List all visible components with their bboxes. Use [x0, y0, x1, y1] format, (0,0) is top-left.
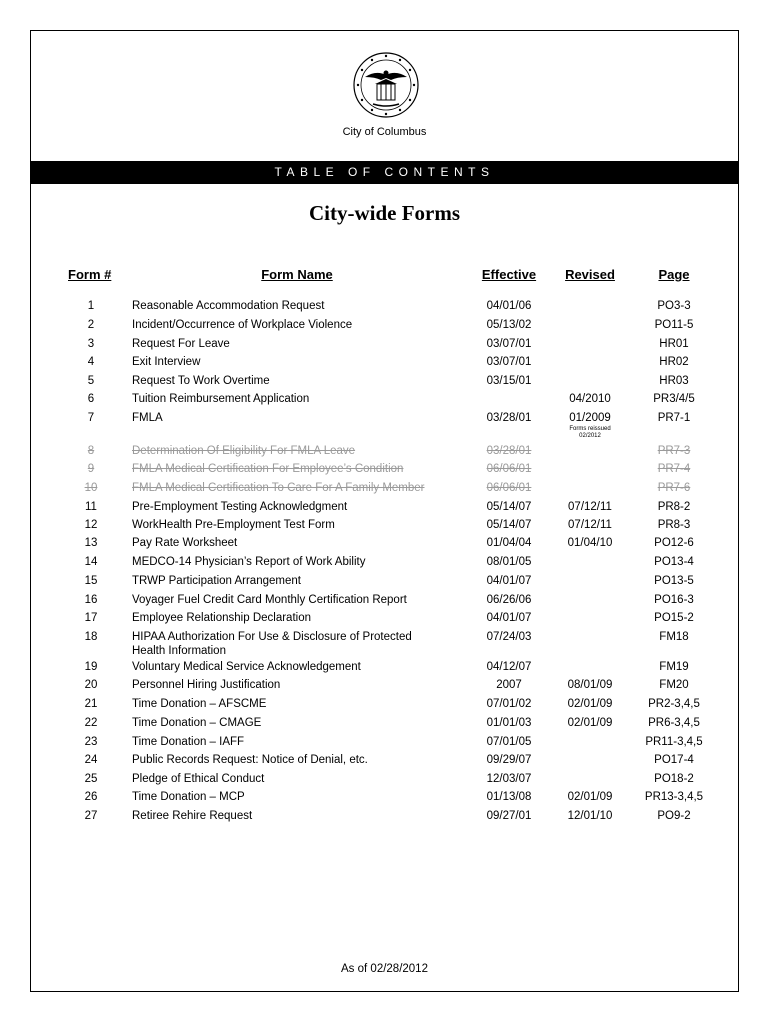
- form-name: Request For Leave: [132, 338, 230, 350]
- page-ref: PO17-4: [654, 754, 694, 766]
- form-name: MEDCO-14 Physician’s Report of Work Ability: [132, 556, 366, 568]
- form-number: 23: [84, 736, 98, 748]
- form-name: Voluntary Medical Service Acknowledgement: [132, 661, 361, 673]
- revised-date: 08/01/09: [567, 679, 613, 691]
- form-number: 9: [87, 463, 95, 475]
- fmla-reissue-note: [554, 426, 626, 440]
- page-ref: PO18-2: [654, 773, 694, 785]
- form-number: 8: [87, 445, 95, 457]
- page-ref: FM20: [659, 679, 689, 691]
- form-number: 21: [84, 698, 98, 710]
- effective-date: 03/07/01: [486, 338, 532, 350]
- form-number: 3: [87, 338, 95, 350]
- page-ref: PR7-4: [657, 463, 691, 475]
- effective-date: 01/04/04: [486, 537, 532, 549]
- revised-date: 04/2010: [569, 393, 611, 405]
- page-ref: PO3-3: [657, 300, 691, 312]
- city-name: City of Columbus: [342, 126, 427, 138]
- form-name: Request To Work Overtime: [132, 375, 270, 387]
- revised-date: 02/01/09: [567, 698, 613, 710]
- form-number: 22: [84, 717, 98, 729]
- effective-date: 05/14/07: [486, 519, 532, 531]
- form-number: 12: [84, 519, 98, 531]
- page-ref: PR7-6: [657, 482, 691, 494]
- effective-date: 04/01/06: [486, 300, 532, 312]
- revised-date: 02/01/09: [567, 717, 613, 729]
- effective-date: 04/01/07: [486, 575, 532, 587]
- page-ref: PO16-3: [654, 594, 694, 606]
- document-page: [30, 30, 739, 992]
- effective-date: 07/24/03: [486, 631, 532, 643]
- form-name: FMLA Medical Certification For Employee’s Condition: [132, 463, 404, 475]
- column-header-form-name: Form Name: [261, 267, 333, 282]
- effective-date: 09/27/01: [486, 810, 532, 822]
- form-name: Personnel Hiring Justification: [132, 679, 281, 691]
- form-number: 24: [84, 754, 98, 766]
- effective-date: 07/01/05: [486, 736, 532, 748]
- column-header-revised: Revised: [565, 267, 615, 282]
- form-name: [132, 630, 462, 658]
- page-ref: PO13-4: [654, 556, 694, 568]
- revised-date: 07/12/11: [568, 501, 612, 513]
- form-name-line: Health Information: [132, 645, 226, 657]
- form-name: FMLA Medical Certification To Care For A Family Member: [132, 482, 425, 494]
- form-name: Employee Relationship Declaration: [132, 612, 311, 624]
- effective-date: 01/13/08: [486, 791, 532, 803]
- page-title: City-wide Forms: [308, 201, 461, 225]
- page-ref: HR01: [659, 338, 689, 350]
- form-name: Exit Interview: [132, 356, 201, 368]
- effective-date: 03/28/01: [486, 445, 532, 457]
- form-name: Time Donation – CMAGE: [132, 717, 262, 729]
- form-name: TRWP Participation Arrangement: [132, 575, 301, 587]
- effective-date: 09/29/07: [486, 754, 532, 766]
- city-seal-icon: [351, 50, 421, 120]
- form-number: 19: [84, 661, 98, 673]
- column-header-page: Page: [658, 267, 690, 282]
- page-ref: PO12-6: [654, 537, 694, 549]
- page-ref: PR8-2: [657, 501, 691, 513]
- revised-date: 02/01/09: [567, 791, 613, 803]
- page-ref: PO15-2: [654, 612, 694, 624]
- form-number: 2: [87, 319, 95, 331]
- effective-date: 06/06/01: [486, 463, 532, 475]
- page-ref: PO11-5: [654, 319, 694, 331]
- column-header-effective: Effective: [481, 267, 537, 282]
- form-name-line: HIPAA Authorization For Use & Disclosure of Protected: [132, 631, 412, 643]
- form-number: 20: [84, 679, 98, 691]
- form-number: 6: [87, 393, 95, 405]
- as-of-date: As of 02/28/2012: [341, 963, 428, 975]
- form-number: 27: [84, 810, 98, 822]
- form-number: 15: [84, 575, 98, 587]
- effective-date: 03/28/01: [486, 412, 532, 424]
- form-number: 5: [87, 375, 95, 387]
- revised-date: 12/01/10: [567, 810, 613, 822]
- effective-date: 03/15/01: [486, 375, 532, 387]
- form-number: 10: [84, 482, 98, 494]
- section-bar: TABLE OF CONTENTS: [31, 161, 738, 184]
- page-ref: PO13-5: [654, 575, 694, 587]
- form-name: FMLA: [132, 412, 163, 424]
- effective-date: 06/26/06: [486, 594, 532, 606]
- effective-date: 05/14/07: [486, 501, 532, 513]
- form-name: Reasonable Accommodation Request: [132, 300, 325, 312]
- page-ref: PR11-3,4,5: [645, 736, 703, 748]
- page-ref: PO9-2: [657, 810, 691, 822]
- page-ref: FM19: [659, 661, 689, 673]
- form-name: Time Donation – IAFF: [132, 736, 245, 748]
- page-ref: PR7-1: [657, 412, 691, 424]
- form-name: WorkHealth Pre-Employment Test Form: [132, 519, 335, 531]
- form-name: Voyager Fuel Credit Card Monthly Certification Report: [132, 594, 407, 606]
- form-number: 13: [84, 537, 98, 549]
- effective-date: 2007: [496, 679, 522, 691]
- form-name: Public Records Request: Notice of Denial, etc.: [132, 754, 368, 766]
- form-number: 7: [87, 412, 95, 424]
- form-name: Pre-Employment Testing Acknowledgment: [132, 501, 348, 513]
- page-ref: PR3/4/5: [653, 393, 695, 405]
- fmla-note-line: Forms reissued: [569, 426, 611, 432]
- revised-date: 07/12/11: [568, 519, 612, 531]
- form-number: 16: [84, 594, 98, 606]
- form-name: Tuition Reimbursement Application: [132, 393, 310, 405]
- fmla-note-date: 02/2012: [579, 433, 601, 439]
- form-name: Time Donation – MCP: [132, 791, 245, 803]
- page-ref: PR2-3,4,5: [648, 698, 700, 710]
- form-number: 11: [85, 501, 97, 513]
- page-ref: PR6-3,4,5: [648, 717, 700, 729]
- effective-date: 07/01/02: [486, 698, 532, 710]
- form-name: Pay Rate Worksheet: [132, 537, 238, 549]
- form-name: Retiree Rehire Request: [132, 810, 253, 822]
- effective-date: 08/01/05: [486, 556, 532, 568]
- effective-date: 05/13/02: [486, 319, 532, 331]
- form-number: 1: [87, 300, 95, 312]
- page-ref: FM18: [659, 631, 689, 643]
- form-number: 25: [84, 773, 98, 785]
- form-number: 4: [87, 356, 95, 368]
- form-name: Incident/Occurrence of Workplace Violence: [132, 319, 353, 331]
- page-ref: PR8-3: [657, 519, 691, 531]
- effective-date: 04/12/07: [486, 661, 532, 673]
- form-number: 14: [84, 556, 98, 568]
- form-name: Time Donation – AFSCME: [132, 698, 267, 710]
- effective-date: 04/01/07: [486, 612, 532, 624]
- effective-date: 06/06/01: [486, 482, 532, 494]
- page-ref: HR03: [659, 375, 689, 387]
- page-ref: HR02: [659, 356, 689, 368]
- revised-date: 01/2009: [569, 412, 611, 424]
- form-number: 18: [84, 631, 98, 643]
- form-name: Pledge of Ethical Conduct: [132, 773, 265, 785]
- page-ref: PR13-3,4,5: [644, 791, 704, 803]
- effective-date: 12/03/07: [486, 773, 532, 785]
- form-number: 17: [84, 612, 98, 624]
- revised-date: 01/04/10: [567, 537, 613, 549]
- form-name: Determination Of Eligibility For FMLA Leave: [132, 445, 356, 457]
- form-number: 26: [84, 791, 98, 803]
- page-ref: PR7-3: [657, 445, 691, 457]
- effective-date: 03/07/01: [486, 356, 532, 368]
- effective-date: 01/01/03: [486, 717, 532, 729]
- column-header-form-number: Form #: [68, 267, 112, 282]
